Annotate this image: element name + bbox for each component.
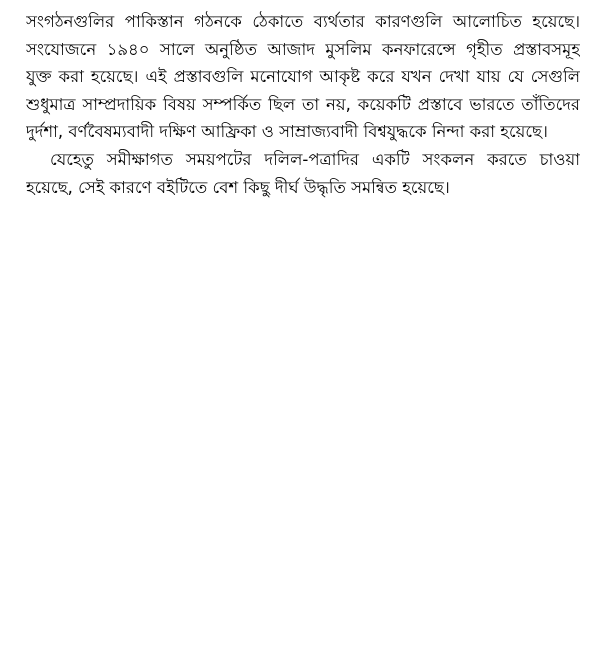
text-line: যেহেতু সমীক্ষাগত সময়পটের দলিল-পত্রাদির একটি সংকলন করতে চাওয়া: [50, 149, 580, 169]
paragraph-1: [26, 8, 580, 146]
text-line: শুধুমাত্র সাম্প্রদায়িক বিষয় সম্পর্কিত ছিল তা নয়, কয়েকটি প্রস্তাবে ভারতে তাঁতিদের: [26, 94, 580, 114]
text-line: হয়েছে, সেই কারণে বইটিতে বেশ কিছু দীর্ঘ উদ্ধৃতি সমন্বিত হয়েছে।: [26, 177, 450, 197]
text-line: সংযোজনে ১৯৪০ সালে অনুষ্ঠিত আজাদ মুসলিম কনফারেন্সে গৃহীত প্রস্তাবসমূহ: [26, 39, 580, 59]
text-line: সংগঠনগুলির পাকিস্তান গঠনকে ঠেকাতে ব্যর্থতার কারণগুলি আলোচিত হয়েছে।: [26, 12, 580, 31]
body-text: [26, 8, 580, 201]
text-line: দুর্দশা, বর্ণবৈষম্যবাদী দক্ষিণ আফ্রিকা ও সাম্রাজ্যবাদী বিশ্বযুদ্ধকে নিন্দা করা হয়েছে।: [26, 122, 548, 142]
paragraph-2: [26, 146, 580, 201]
text-line: যুক্ত করা হয়েছে। এই প্রস্তাবগুলি মনোযোগ আকৃষ্ট করে যখন দেখা যায় যে সেগুলি: [26, 67, 580, 87]
